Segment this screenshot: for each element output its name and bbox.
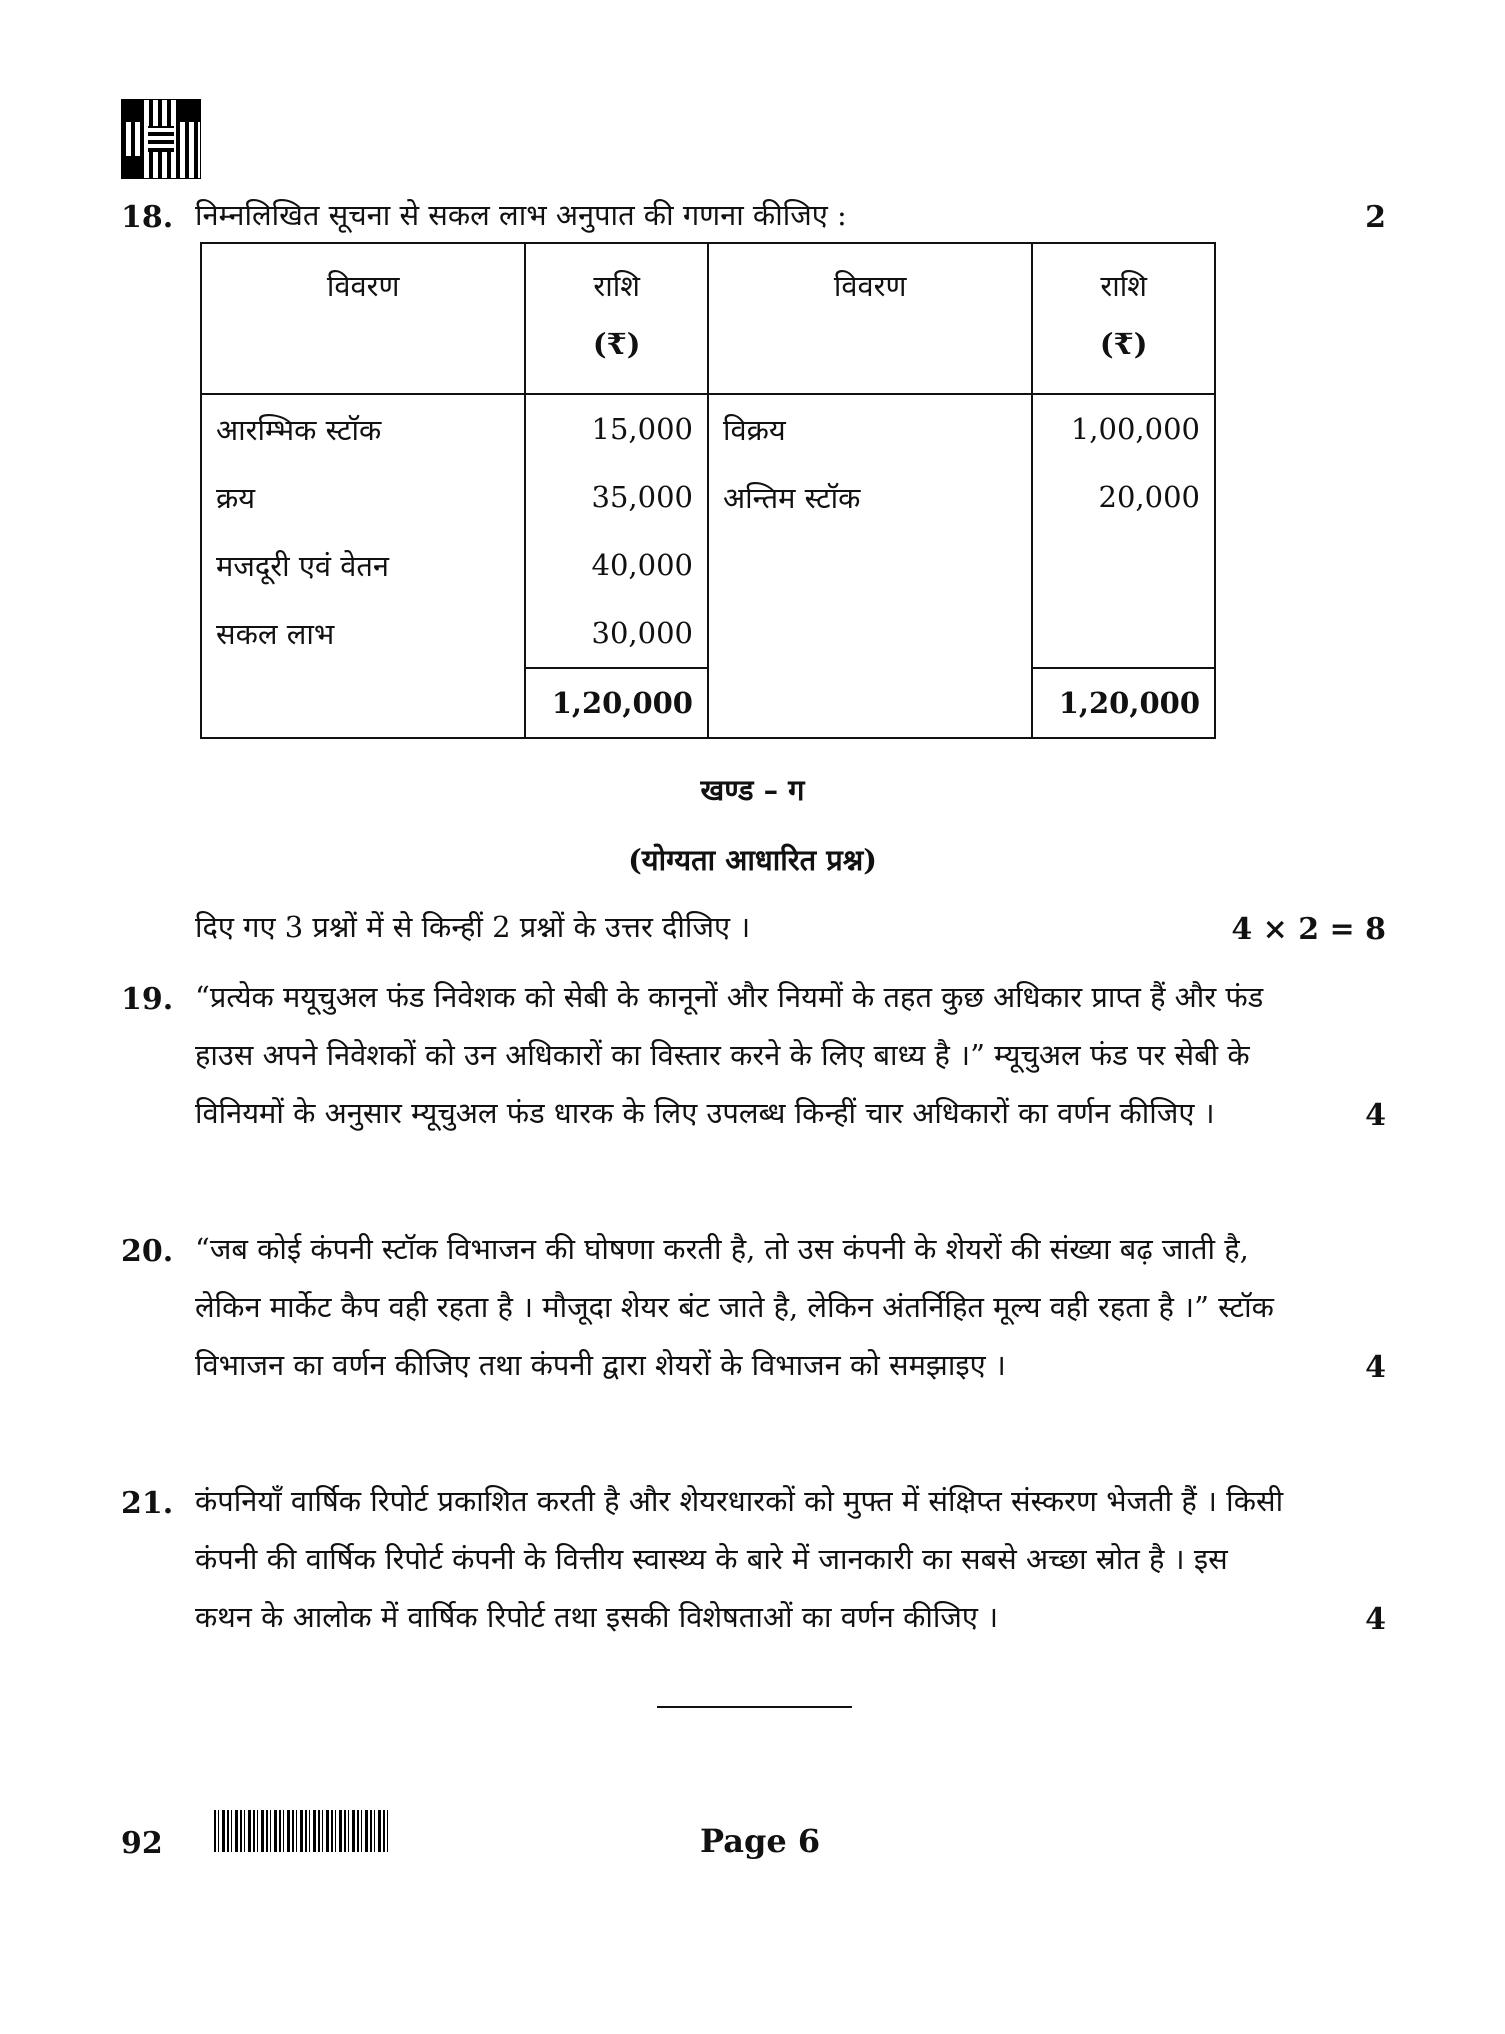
- question-19-number: 19.: [121, 982, 174, 1017]
- cell-right-amount: 1,00,000: [1032, 394, 1215, 463]
- question-19-text: [195, 968, 1335, 1142]
- question-line: विनियमों के अनुसार म्यूचुअल फंड धारक के लिए उपलब्ध किन्हीं चार अधिकारों का वर्णन कीजिए ।: [195, 1096, 1215, 1130]
- cell-right-item: [708, 531, 1032, 599]
- section-subtitle: (योग्यता आधारित प्रश्न): [628, 843, 877, 877]
- total-left: 1,20,000: [525, 668, 708, 738]
- cell-left-amount: 30,000: [525, 599, 708, 668]
- header-particulars-left: विवरण: [201, 243, 525, 394]
- trading-account-table: [200, 242, 1216, 739]
- cell-left-amount: 15,000: [525, 394, 708, 463]
- cell-right-item: [708, 599, 1032, 668]
- question-21-marks: 4: [1365, 1602, 1386, 1637]
- cell-left-item: क्रय: [201, 463, 525, 531]
- cell-right-item: अन्तिम स्टॉक: [708, 463, 1032, 531]
- question-line: “प्रत्येक मयूचुअल फंड निवेशक को सेबी के कानूनों और नियमों के तहत कुछ अधिकार प्राप्त हैं और फंड: [195, 980, 1264, 1014]
- cell-left-item: सकल लाभ: [201, 599, 525, 668]
- header-amount-left: राशि (₹): [525, 243, 708, 394]
- table-row: [201, 599, 1215, 668]
- question-21-text: [195, 1472, 1335, 1646]
- question-20-number: 20.: [121, 1234, 174, 1269]
- question-line: कथन के आलोक में वार्षिक रिपोर्ट तथा इसकी विशेषताओं का वर्णन कीजिए ।: [195, 1600, 999, 1634]
- header-unit: (₹): [1099, 327, 1148, 361]
- total-right: 1,20,000: [1032, 668, 1215, 738]
- table-header-row: [201, 243, 1215, 394]
- cell-empty: [708, 668, 1032, 738]
- cell-left-amount: 35,000: [525, 463, 708, 531]
- header-unit: (₹): [592, 327, 641, 361]
- cell-right-amount: [1032, 599, 1215, 668]
- table-row: [201, 394, 1215, 463]
- question-18-number: 18.: [121, 200, 174, 235]
- cell-right-item: विक्रय: [708, 394, 1032, 463]
- qr-code-icon: [121, 99, 201, 179]
- question-21-number: 21.: [121, 1486, 174, 1521]
- table-row: [201, 463, 1215, 531]
- question-18-text: निम्नलिखित सूचना से सकल लाभ अनुपात की गणना कीजिए :: [195, 198, 847, 232]
- cell-empty: [201, 668, 525, 738]
- question-line: “जब कोई कंपनी स्टॉक विभाजन की घोषणा करती है, तो उस कंपनी के शेयरों की संख्या बढ़ जाती है,: [195, 1232, 1249, 1266]
- section-marks: 4 × 2 = 8: [1231, 912, 1386, 947]
- page-number: Page 6: [700, 1822, 821, 1860]
- question-19-marks: 4: [1365, 1098, 1386, 1133]
- question-20-marks: 4: [1365, 1350, 1386, 1385]
- end-divider: [657, 1706, 852, 1708]
- header-amount-right: राशि (₹): [1032, 243, 1215, 394]
- question-line: विभाजन का वर्णन कीजिए तथा कंपनी द्वारा शेयरों के विभाजन को समझाइए ।: [195, 1348, 1006, 1382]
- question-20-text: [195, 1220, 1335, 1394]
- cell-left-amount: 40,000: [525, 531, 708, 599]
- question-line: कंपनी की वार्षिक रिपोर्ट कंपनी के वित्तीय स्वास्थ्य के बारे में जानकारी का सबसे अच्छा स्रोत है । इस: [195, 1542, 1228, 1576]
- question-18-marks: 2: [1365, 200, 1386, 235]
- cell-left-item: मजदूरी एवं वेतन: [201, 531, 525, 599]
- table-total-row: [201, 668, 1215, 738]
- section-title: खण्ड – ग: [700, 773, 805, 807]
- question-line: कंपनियाँ वार्षिक रिपोर्ट प्रकाशित करती है और शेयरधारकों को मुफ्त में संक्षिप्त संस्करण भेजती हैं । किसी: [195, 1484, 1284, 1518]
- cell-right-amount: [1032, 531, 1215, 599]
- question-line: लेकिन मार्केट कैप वही रहता है । मौजूदा शेयर बंट जाते है, लेकिन अंतर्निहित मूल्य वही रहता है ।” स्टॉक: [195, 1290, 1274, 1324]
- table-row: [201, 531, 1215, 599]
- section-instruction: दिए गए 3 प्रश्नों में से किन्हीं 2 प्रश्नों के उत्तर दीजिए ।: [195, 910, 751, 944]
- header-particulars-right: विवरण: [708, 243, 1032, 394]
- cell-left-item: आरम्भिक स्टॉक: [201, 394, 525, 463]
- question-line: हाउस अपने निवेशकों को उन अधिकारों का विस्तार करने के लिए बाध्य है ।” म्यूचुअल फंड पर सेबी के: [195, 1038, 1250, 1072]
- barcode-icon: [214, 1810, 390, 1852]
- paper-code: 92: [121, 1826, 163, 1861]
- cell-right-amount: 20,000: [1032, 463, 1215, 531]
